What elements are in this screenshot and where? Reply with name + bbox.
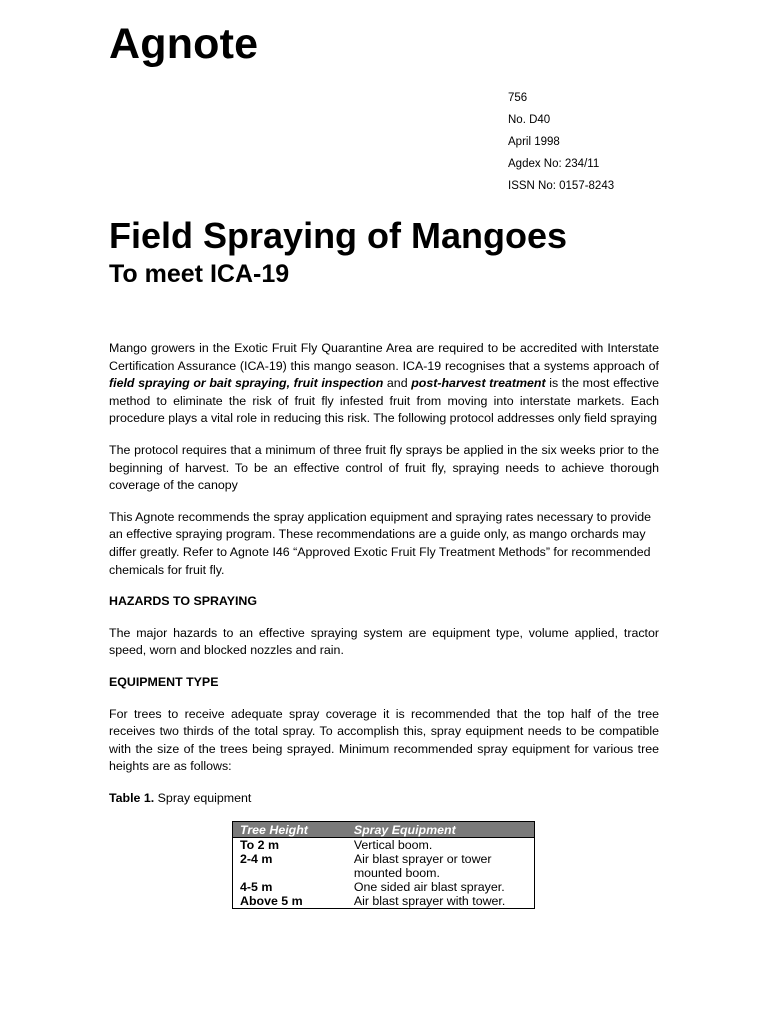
page-title: Field Spraying of Mangoes	[109, 215, 568, 256]
recommendation-paragraph: This Agnote recommends the spray application equipment and spraying rates necessary to provide an effective spraying program. These recommendations are a guide only, as mango orchards may differ greatly. Refer to Agnote I46 “Approved Exotic Fruit Fly Treatment Methods” for recommended chemicals for fruit fly.	[109, 509, 652, 577]
table-row	[233, 852, 535, 880]
equipment-paragraph: For trees to receive adequate spray coverage it is recommended that the top half of the tree receives two thirds of the total spray. To accomplish this, spray equipment needs to be compatible with the size of the trees being sprayed. Minimum recommended spray equipment for various tree heights are as follows:	[109, 706, 659, 774]
protocol-paragraph: The protocol requires that a minimum of three fruit fly sprays be applied in the six weeks prior to the beginning of harvest. To be an effective control of fruit fly, spraying needs to achieve thorough coverage of the canopy	[109, 442, 659, 493]
meta-date: April 1998	[508, 136, 560, 148]
intro-text-3: is the most effective method to eliminate the risk of fruit fly infested fruit from moving into interstate markets. Each procedure plays a vital role in reducing this risk. The following protocol addresses only field spraying	[109, 376, 660, 426]
meta-agdex: Agdex No: 234/11	[508, 158, 600, 170]
spray-equipment-cell: One sided air blast sprayer.	[353, 880, 505, 895]
tree-height-cell: Above 5 m	[240, 894, 303, 909]
intro-text-2: and	[383, 376, 412, 391]
column-header-spray-equipment: Spray Equipment	[347, 822, 535, 838]
document-body	[109, 340, 659, 909]
table-caption-text: Spray equipment	[154, 790, 252, 805]
intro-text-1: Mango growers in the Exotic Fruit Fly Quarantine Area are required to be accredited with Interstate Certification Assurance (ICA-19) this mango season. ICA-19 recognises that a systems approach of	[109, 341, 659, 373]
table-row	[233, 838, 535, 853]
equipment-heading: EQUIPMENT TYPE	[109, 674, 219, 689]
intro-emphasis-2: post-harvest treatment	[411, 376, 546, 391]
spray-equipment-cell: Vertical boom.	[353, 838, 433, 853]
table-row	[233, 894, 535, 909]
table-caption-label: Table 1.	[109, 790, 155, 805]
tree-height-cell: To 2 m	[240, 838, 280, 853]
spray-equipment-table	[232, 821, 535, 909]
table-row	[233, 880, 535, 894]
page-subtitle: To meet ICA-19	[109, 260, 290, 288]
intro-emphasis-1: field spraying or bait spraying, fruit inspection	[109, 376, 384, 391]
meta-no: No. D40	[508, 114, 551, 126]
meta-number: 756	[508, 92, 528, 104]
table-header-row	[233, 822, 535, 838]
meta-issn: ISSN No: 0157-8243	[508, 180, 615, 192]
tree-height-cell: 4-5 m	[240, 880, 273, 895]
hazards-paragraph: The major hazards to an effective spraying system are equipment type, volume applied, tractor speed, worn and blocked nozzles and rain.	[109, 625, 659, 658]
document-meta	[508, 87, 614, 197]
table-caption	[109, 790, 659, 808]
spray-equipment-cell: Air blast sprayer with tower.	[353, 894, 506, 909]
hazards-heading: HAZARDS TO SPRAYING	[109, 594, 258, 609]
tree-height-cell: 2-4 m	[240, 852, 273, 867]
intro-paragraph	[109, 340, 659, 428]
spray-equipment-cell: Air blast sprayer or tower mounted boom.	[353, 852, 492, 881]
brand-title: Agnote	[109, 20, 259, 68]
column-header-tree-height: Tree Height	[233, 822, 347, 838]
